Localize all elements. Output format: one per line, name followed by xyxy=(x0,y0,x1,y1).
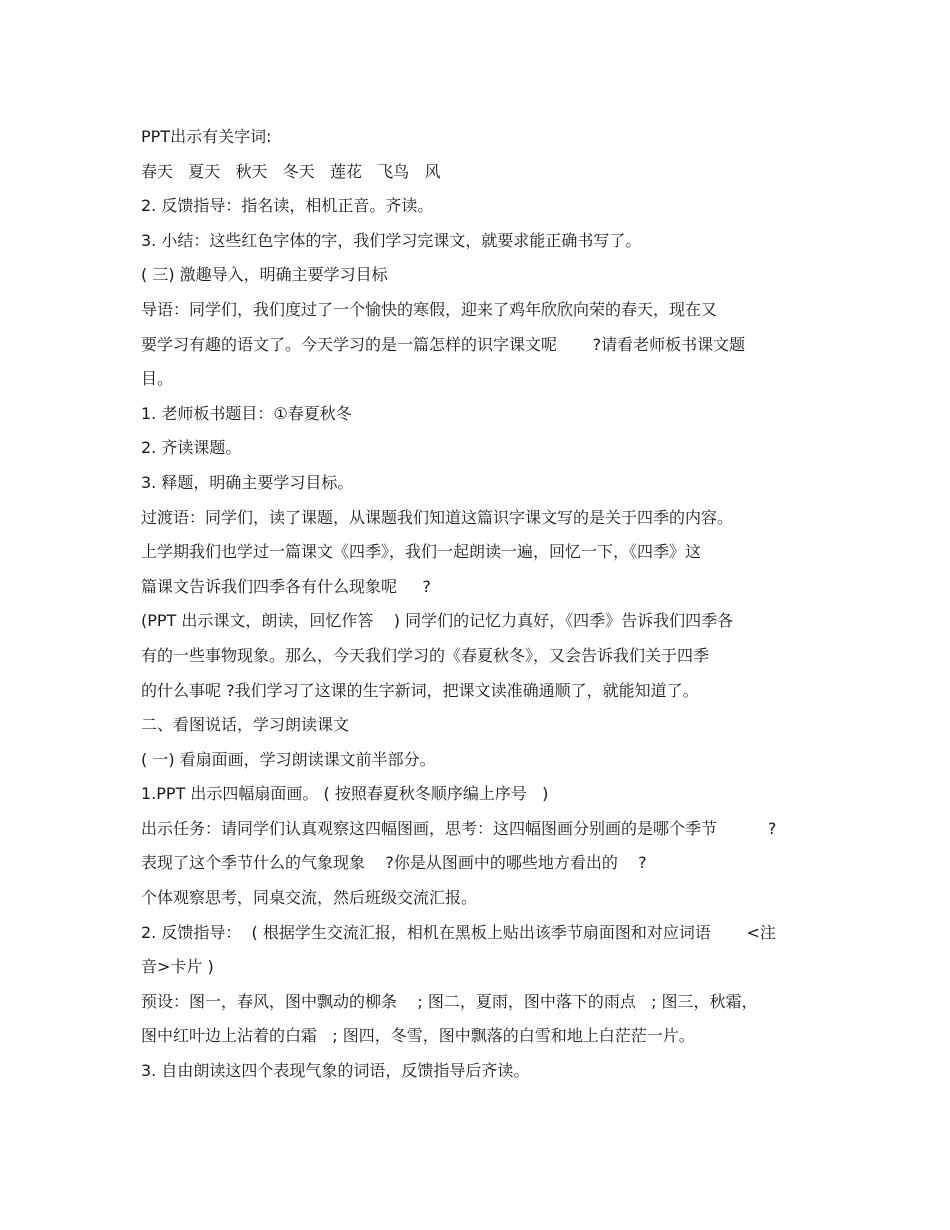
text-line: 3. 小结：这些红色字体的字，我们学习完课文，就要求能正确书写了。 xyxy=(141,230,642,250)
text-line: 2. 反馈指导：指名读，相机正音。齐读。 xyxy=(141,196,434,216)
text-line: 的什么事呢 ?我们学习了这课的生字新词，把课文读准确通顺了，就能知道了。 xyxy=(141,680,699,700)
text-line: 要学习有趣的语文了。今天学习的是一篇怎样的识字课文呢 ?请看老师板书课文题 xyxy=(141,334,746,354)
text-line: 图中红叶边上沾着的白霜 ; 图四，冬雪，图中飘落的白雪和地上白茫茫一片。 xyxy=(141,1026,695,1046)
text-line: 表现了这个季节什么的气象现象 ?你是从图画中的哪些地方看出的 ? xyxy=(141,853,647,873)
text-line: 音>卡片 ) xyxy=(141,957,214,977)
text-line: 目。 xyxy=(141,369,174,389)
text-line: (PPT 出示课文，朗读，回忆作答 ) 同学们的记忆力真好，《四季》告诉我们四季各 xyxy=(141,611,734,631)
text-line: 2. 反馈指导： ( 根据学生交流汇报，相机在黑板上贴出该季节扇面图和对应词语 <注 xyxy=(141,922,776,942)
section-heading: 二、看图说话，学习朗读课文 xyxy=(141,715,350,735)
text-line: 篇课文告诉我们四季各有什么现象呢 ? xyxy=(141,576,431,596)
text-line: 导语：同学们，我们度过了一个愉快的寒假，迎来了鸡年欣欣向荣的春天，现在又 xyxy=(141,299,718,319)
text-line: 上学期我们也学过一篇课文《四季》，我们一起朗读一遍，回忆一下，《四季》这 xyxy=(141,542,702,562)
text-line: 个体观察思考，同桌交流，然后班级交流汇报。 xyxy=(141,888,478,908)
text-line: 1. 老师板书题目：①春夏秋冬 xyxy=(141,403,352,423)
text-line: 春天 夏天 秋天 冬天 莲花 飞鸟 风 xyxy=(141,161,441,181)
text-line: 有的一些事物现象。那么，今天我们学习的《春夏秋冬》，又会告诉我们关于四季 xyxy=(141,645,710,665)
text-line: 过渡语：同学们，读了课题，从课题我们知道这篇识字课文写的是关于四季的内容。 xyxy=(141,507,734,527)
text-line: 1.PPT 出示四幅扇面画。 ( 按照春夏秋冬顺序编上序号 ) xyxy=(141,784,549,804)
text-line: 出示任务：请同学们认真观察这四幅图画，思考：这四幅图画分别画的是哪个季节 ? xyxy=(141,818,777,838)
section-heading: ( 三) 激趣导入，明确主要学习目标 xyxy=(141,265,388,285)
text-line: PPT出示有关字词: xyxy=(141,127,272,146)
text-line: 3. 自由朗读这四个表现气象的词语，反馈指导后齐读。 xyxy=(141,1061,530,1081)
text-line: 2. 齐读课题。 xyxy=(141,438,242,458)
text-line: 3. 释题，明确主要学习目标。 xyxy=(141,472,354,492)
text-line: 预设：图一，春风，图中飘动的柳条 ; 图二，夏雨，图中落下的雨点 ; 图三，秋霜， xyxy=(141,991,758,1011)
document-body xyxy=(141,120,831,1089)
section-heading: ( 一) 看扇面画，学习朗读课文前半部分。 xyxy=(141,749,436,769)
